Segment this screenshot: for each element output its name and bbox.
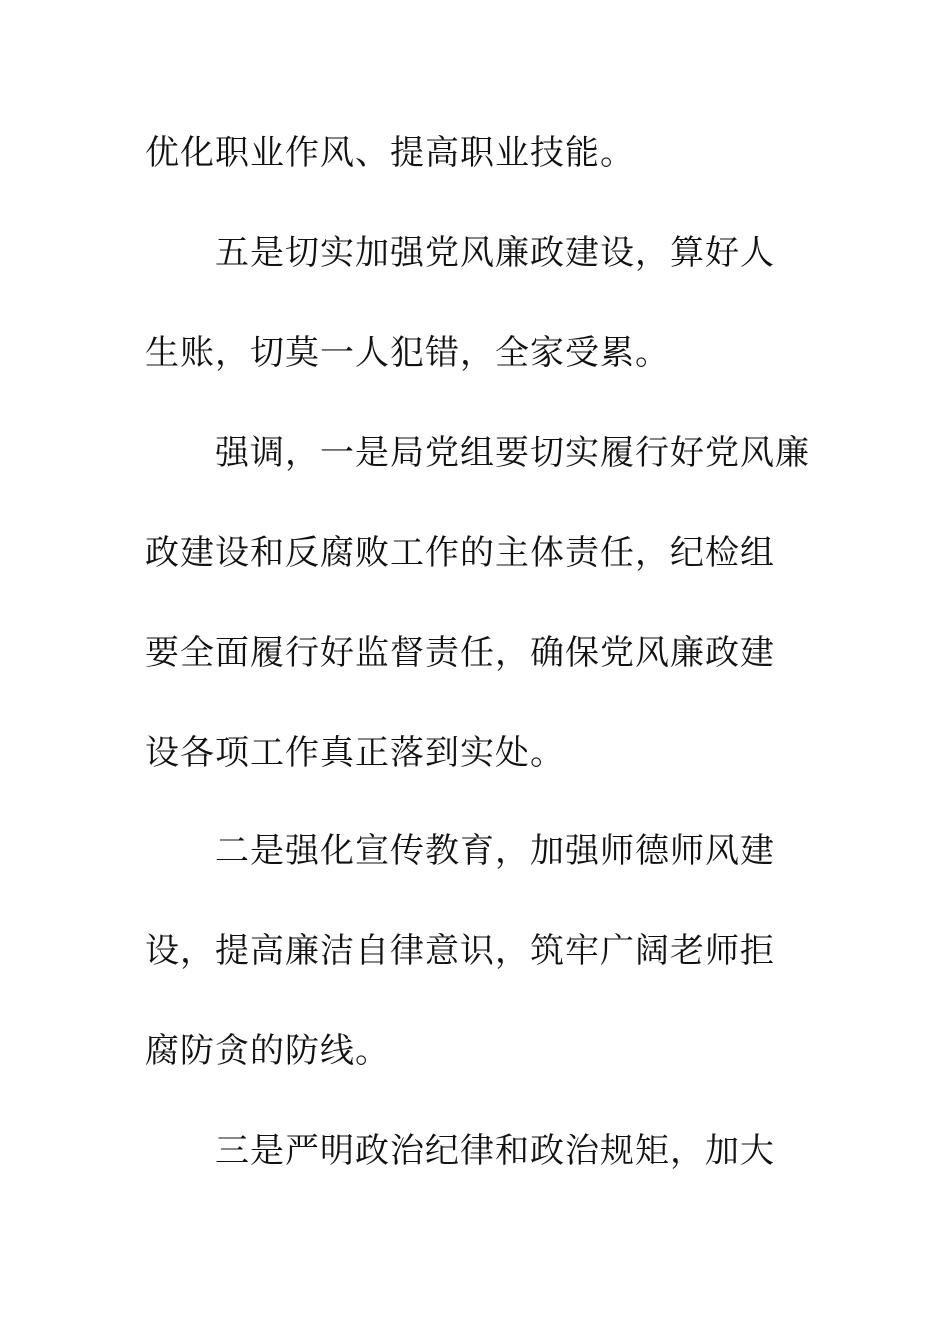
text-line: 生账，切莫一人犯错，全家受累。: [145, 333, 670, 373]
text-line: 要全面履行好监督责任，确保党风廉政建: [145, 633, 775, 673]
text-line: 设各项工作真正落到实处。: [145, 733, 565, 773]
text-line: 设，提高廉洁自律意识，筑牢广阔老师拒: [145, 931, 775, 971]
text-line: 政建设和反腐败工作的主体责任，纪检组: [145, 533, 775, 573]
paragraph-first-line: 五是切实加强党风廉政建设，算好人: [215, 233, 775, 273]
paragraph-first-line: 三是严明政治纪律和政治规矩，加大: [215, 1131, 775, 1171]
text-line: 优化职业作风、提高职业技能。: [145, 133, 635, 173]
text-line: 腐防贪的防线。: [145, 1031, 390, 1071]
paragraph-first-line: 强调，一是局党组要切实履行好党风廉: [215, 433, 810, 473]
paragraph-first-line: 二是强化宣传教育，加强师德师风建: [215, 831, 775, 871]
